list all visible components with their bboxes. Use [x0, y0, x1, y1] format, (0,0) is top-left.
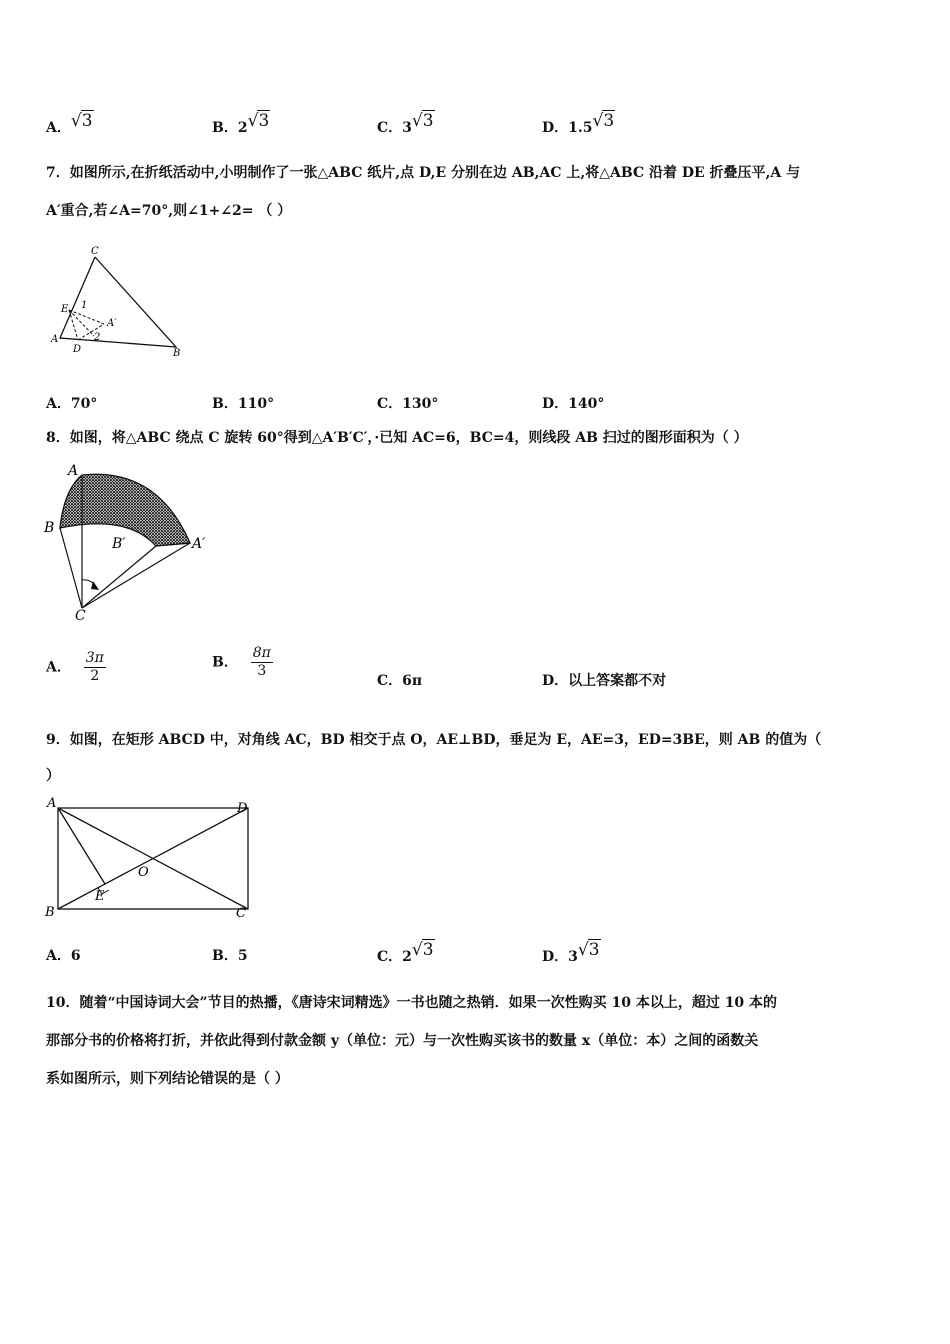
sqrt-symbol: √3	[247, 111, 270, 131]
q7-stem-line1: 7．如图所示,在折纸活动中,小明制作了一张△ABC 纸片,点 D,E 分别在边 AB,AC 上,将△ABC 沿着 DE 折叠压平,A 与	[46, 165, 801, 181]
label-b: B	[45, 905, 55, 920]
label-e: E	[95, 889, 105, 904]
label-d: D	[73, 344, 82, 355]
label-angle-2: 2	[94, 332, 101, 343]
fraction: $\frac{3\pi}{2}$	[85, 650, 104, 684]
label-c: C	[91, 246, 99, 257]
label-a: A	[51, 334, 59, 345]
q6-option-b[interactable]: B．2√3	[212, 111, 270, 136]
q8-option-b[interactable]: B． $\frac{8\pi}{3}$	[212, 645, 271, 679]
fraction: $\frac{8\pi}{3}$	[252, 645, 271, 679]
q6-option-a[interactable]: A．√3	[46, 111, 93, 136]
label-angle-1: 1	[81, 300, 88, 311]
q9-option-c[interactable]: C．2√3	[377, 940, 434, 965]
sqrt-symbol: √3	[411, 940, 434, 960]
q9-stem-line1: 9．如图，在矩形 ABCD 中，对角线 AC，BD 相交于点 O，AE⊥BD，垂足为 E，AE=3，ED=3BE，则 AB 的值为（	[46, 732, 822, 748]
label-a-prime: A′	[192, 536, 206, 552]
q7-option-a[interactable]: A．70°	[46, 396, 98, 412]
label-e: E	[61, 304, 69, 315]
label-b-prime: B′	[112, 536, 126, 552]
label-c: C	[75, 608, 86, 622]
q8-stem-line1: 8．如图，将△ABC 绕点 C 旋转 60°得到△A′B′C′，·已知 AC=6，BC=4，则线段 AB 扫过的图形面积为（ ）	[46, 430, 748, 446]
label-a-prime: A′	[107, 318, 117, 329]
q7-figure-triangle	[46, 240, 191, 362]
label-b: B	[173, 348, 181, 359]
q8-figure-rotation	[42, 462, 217, 622]
label-c: C	[236, 906, 246, 921]
q9-option-a[interactable]: A．6	[46, 948, 81, 964]
q7-option-b[interactable]: B．110°	[212, 396, 275, 412]
triangle-abc	[60, 257, 176, 347]
q10-stem-line2: 那部分书的价格将打折，并依此得到付款金额 y（单位：元）与一次性购买该书的数量 x（单位：本）之间的函数关	[46, 1033, 759, 1049]
q9-stem-line2: ）	[46, 768, 60, 784]
q10-stem-line3: 系如图所示，则下列结论错误的是（ ）	[46, 1071, 289, 1087]
q7-option-c[interactable]: C．130°	[377, 396, 439, 412]
q9-option-b[interactable]: B．5	[212, 948, 248, 964]
sqrt-symbol: √3	[70, 111, 93, 131]
label-a: A	[47, 796, 57, 811]
label-b: B	[44, 520, 55, 536]
label-a: A	[68, 463, 79, 479]
q8-option-a[interactable]: A． $\frac{3\pi}{2}$	[46, 650, 104, 684]
q8-option-c[interactable]: C．6π	[377, 673, 423, 689]
q6-option-c[interactable]: C．3√3	[377, 111, 434, 136]
q8-option-d[interactable]: D．以上答案都不对	[542, 673, 667, 689]
q7-option-d[interactable]: D．140°	[542, 396, 605, 412]
q7-stem-line2: A′重合,若∠A=70°,则∠1+∠2= （ ）	[46, 203, 292, 219]
sqrt-symbol: √3	[592, 111, 615, 131]
q10-stem-line1: 10．随着“中国诗词大会”节目的热播，《唐诗宋词精选》一书也随之热销．如果一次性购买 10 本以上，超过 10 本的	[46, 995, 778, 1011]
q6-option-d[interactable]: D．1.5√3	[542, 111, 615, 136]
sqrt-symbol: √3	[411, 111, 434, 131]
label-d: D	[237, 801, 248, 816]
sqrt-symbol: √3	[577, 940, 600, 960]
q9-figure-rectangle	[42, 795, 254, 923]
label-o: O	[138, 865, 149, 880]
q9-option-d[interactable]: D．3√3	[542, 940, 600, 965]
